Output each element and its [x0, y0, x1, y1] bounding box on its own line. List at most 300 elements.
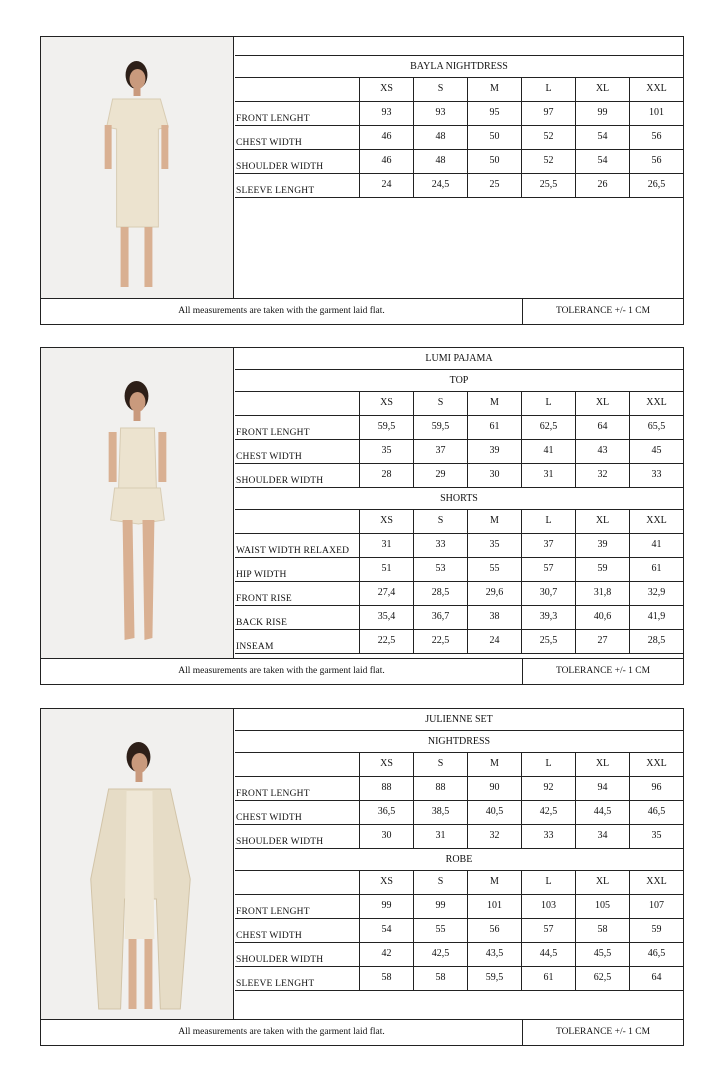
measurement-value: 36,7 — [431, 611, 450, 622]
measurement-value-cell — [521, 801, 575, 824]
measurement-value-cell — [413, 558, 467, 581]
measurement-label: SLEEVE LENGHT — [236, 186, 315, 196]
measurement-value-cell — [413, 825, 467, 848]
measurement-value: 41,9 — [647, 611, 666, 622]
measurement-row — [235, 416, 683, 440]
section-title: ROBE — [445, 854, 473, 865]
measurement-value: 27,4 — [377, 587, 396, 598]
size-label: M — [490, 758, 499, 769]
measurement-value-cell — [575, 943, 629, 966]
measurement-label: FRONT RISE — [236, 594, 292, 604]
measurement-note: All measurements are taken with the garment laid flat. — [178, 666, 385, 676]
section-title: TOP — [449, 375, 469, 386]
measurement-value: 33 — [435, 539, 446, 550]
measurement-value: 24 — [489, 635, 500, 646]
measurement-value: 59 — [651, 924, 662, 935]
measurement-value: 56 — [651, 155, 662, 166]
measurement-label: FRONT LENGHT — [236, 114, 310, 124]
measurement-value-cell — [467, 126, 521, 149]
measurement-label: CHEST WIDTH — [236, 452, 302, 462]
product-photo-julienne — [41, 709, 234, 1020]
measurement-label: SHOULDER WIDTH — [236, 476, 324, 486]
size-label: S — [437, 876, 444, 887]
measurement-value-cell — [521, 895, 575, 918]
measurement-row — [235, 943, 683, 967]
table-footer — [41, 1019, 683, 1045]
measurement-value: 92 — [543, 782, 554, 793]
measurement-value: 64 — [651, 972, 662, 983]
measurement-value: 51 — [381, 563, 392, 574]
measurement-value: 50 — [489, 131, 500, 142]
measurement-value: 59,5 — [485, 972, 504, 983]
measurement-value: 22,5 — [377, 635, 396, 646]
measurement-value-cell — [629, 440, 683, 463]
section-title: NIGHTDRESS — [427, 736, 491, 747]
section-title-row — [235, 370, 683, 392]
measurement-value: 45,5 — [593, 948, 612, 959]
measurement-value: 61 — [543, 972, 554, 983]
measurement-label: CHEST WIDTH — [236, 931, 302, 941]
measurement-value: 54 — [597, 131, 608, 142]
measurement-value-cell — [629, 416, 683, 439]
measurement-value-cell — [575, 150, 629, 173]
size-label: XL — [595, 515, 610, 526]
measurement-value-cell — [413, 919, 467, 942]
measurement-value: 59 — [597, 563, 608, 574]
measurement-note: All measurements are taken with the garment laid flat. — [178, 1027, 385, 1037]
measurement-value: 88 — [435, 782, 446, 793]
size-label: XL — [595, 758, 610, 769]
size-header-row — [235, 392, 683, 416]
measurement-value-cell — [467, 582, 521, 605]
measurement-value: 32,9 — [647, 587, 666, 598]
size-header-cell — [575, 510, 629, 533]
measurement-value: 62,5 — [539, 421, 558, 432]
measurement-value: 39 — [597, 539, 608, 550]
size-header-cell — [521, 871, 575, 894]
measurement-value: 40,6 — [593, 611, 612, 622]
measurement-value-cell — [413, 174, 467, 197]
measurement-value-cell — [359, 464, 413, 487]
measurement-value-cell — [467, 440, 521, 463]
measurement-value: 30 — [489, 469, 500, 480]
measurement-value-cell — [521, 777, 575, 800]
table-lumi — [235, 348, 683, 659]
measurement-value: 44,5 — [593, 806, 612, 817]
measurement-value: 58 — [381, 972, 392, 983]
size-header-cell — [467, 871, 521, 894]
measurement-value: 54 — [381, 924, 392, 935]
size-label: XS — [380, 83, 393, 94]
measurement-label: SHOULDER WIDTH — [236, 162, 324, 172]
measurement-value: 29,6 — [485, 587, 504, 598]
size-header-cell — [629, 392, 683, 415]
size-label: S — [437, 758, 444, 769]
measurement-value-cell — [359, 126, 413, 149]
measurement-label: HIP WIDTH — [236, 570, 287, 580]
measurement-value-cell — [413, 464, 467, 487]
measurement-value-cell — [413, 534, 467, 557]
measurement-value: 26,5 — [647, 179, 666, 190]
measurement-value-cell — [521, 582, 575, 605]
size-label: XXL — [646, 397, 667, 408]
size-header-row — [235, 78, 683, 102]
measurement-value: 61 — [651, 563, 662, 574]
measurement-value: 37 — [543, 539, 554, 550]
measurement-value-cell — [413, 150, 467, 173]
measurement-value: 46 — [381, 155, 392, 166]
measurement-value-cell — [359, 630, 413, 653]
measurement-value: 30,7 — [539, 587, 558, 598]
measurement-row — [235, 464, 683, 488]
size-label: XS — [380, 397, 393, 408]
measurement-value-cell — [413, 440, 467, 463]
measurement-value: 31 — [381, 539, 392, 550]
measurement-value-cell — [467, 606, 521, 629]
measurement-value-cell — [575, 801, 629, 824]
measurement-value-cell — [359, 606, 413, 629]
measurement-value: 39,3 — [539, 611, 558, 622]
measurement-value-cell — [575, 416, 629, 439]
measurement-value-cell — [575, 825, 629, 848]
measurement-value: 40,5 — [485, 806, 504, 817]
size-header-cell — [629, 753, 683, 776]
measurement-value-cell — [359, 534, 413, 557]
measurement-row — [235, 777, 683, 801]
measurement-value: 38 — [489, 611, 500, 622]
size-header-cell — [359, 871, 413, 894]
size-header-cell — [629, 510, 683, 533]
measurement-value: 33 — [543, 830, 554, 841]
size-label: XXL — [646, 515, 667, 526]
size-label: XS — [380, 758, 393, 769]
measurement-value: 30 — [381, 830, 392, 841]
measurement-label: WAIST WIDTH RELAXED — [236, 546, 350, 556]
tolerance-note: TOLERANCE +/- 1 CM — [522, 1020, 683, 1045]
size-chart-julienne — [40, 708, 684, 1046]
measurement-value-cell — [629, 102, 683, 125]
measurement-label: FRONT LENGHT — [236, 789, 310, 799]
measurement-value-cell — [629, 777, 683, 800]
measurement-value: 36,5 — [377, 806, 396, 817]
measurement-value-cell — [413, 582, 467, 605]
measurement-value: 24,5 — [431, 179, 450, 190]
measurement-value-cell — [467, 150, 521, 173]
measurement-value: 101 — [649, 107, 664, 118]
measurement-value: 48 — [435, 131, 446, 142]
size-header-row — [235, 510, 683, 534]
measurement-value-cell — [413, 630, 467, 653]
size-label: S — [437, 397, 444, 408]
measurement-value: 46,5 — [647, 948, 666, 959]
measurement-value-cell — [359, 801, 413, 824]
measurement-value: 27 — [597, 635, 608, 646]
measurement-value: 46,5 — [647, 806, 666, 817]
measurement-value: 43,5 — [485, 948, 504, 959]
measurement-value: 58 — [597, 924, 608, 935]
size-header-row — [235, 753, 683, 777]
measurement-value: 103 — [541, 900, 556, 911]
measurement-label: BACK RISE — [236, 618, 288, 628]
measurement-value-cell — [467, 967, 521, 990]
measurement-value-cell — [359, 102, 413, 125]
measurement-value-cell — [629, 150, 683, 173]
size-label: L — [545, 876, 552, 887]
blank-row — [235, 37, 683, 56]
measurement-value-cell — [575, 464, 629, 487]
measurement-label: SLEEVE LENGHT — [236, 979, 315, 989]
measurement-value-cell — [359, 967, 413, 990]
measurement-row — [235, 174, 683, 198]
measurement-value: 26 — [597, 179, 608, 190]
size-header-cell — [575, 871, 629, 894]
measurement-value-cell — [575, 777, 629, 800]
size-label: XXL — [646, 83, 667, 94]
measurement-value-cell — [359, 777, 413, 800]
measurement-value-cell — [359, 416, 413, 439]
table-footer — [41, 658, 683, 684]
size-label: XS — [380, 515, 393, 526]
measurement-row — [235, 150, 683, 174]
measurement-value-cell — [629, 534, 683, 557]
measurement-value-cell — [359, 825, 413, 848]
measurement-value: 97 — [543, 107, 554, 118]
measurement-value: 32 — [489, 830, 500, 841]
size-header-cell — [575, 78, 629, 101]
table-footer — [41, 298, 683, 324]
measurement-value-cell — [467, 777, 521, 800]
measurement-value-cell — [359, 558, 413, 581]
measurement-row — [235, 630, 683, 654]
measurement-value: 37 — [435, 445, 446, 456]
measurement-value-cell — [629, 943, 683, 966]
measurement-value: 50 — [489, 155, 500, 166]
size-label: XL — [595, 397, 610, 408]
measurement-value-cell — [629, 606, 683, 629]
measurement-value: 61 — [489, 421, 500, 432]
size-header-cell — [521, 753, 575, 776]
measurement-value-cell — [575, 174, 629, 197]
measurement-value: 52 — [543, 131, 554, 142]
measurement-value-cell — [467, 174, 521, 197]
measurement-value-cell — [521, 606, 575, 629]
measurement-value-cell — [521, 440, 575, 463]
measurement-value-cell — [521, 102, 575, 125]
measurement-value-cell — [413, 777, 467, 800]
measurement-row — [235, 825, 683, 849]
measurement-value-cell — [413, 943, 467, 966]
measurement-value: 35 — [651, 830, 662, 841]
measurement-value: 39 — [489, 445, 500, 456]
measurement-value: 56 — [489, 924, 500, 935]
measurement-value-cell — [467, 464, 521, 487]
measurement-value: 42,5 — [431, 948, 450, 959]
size-chart-lumi — [40, 347, 684, 685]
measurement-value: 42,5 — [539, 806, 558, 817]
size-header-cell — [413, 871, 467, 894]
measurement-value: 90 — [489, 782, 500, 793]
measurement-value: 64 — [597, 421, 608, 432]
measurement-value-cell — [521, 825, 575, 848]
size-header-cell — [521, 78, 575, 101]
measurement-value: 35 — [381, 445, 392, 456]
section-title-row — [235, 488, 683, 510]
measurement-value-cell — [629, 825, 683, 848]
size-label: M — [490, 876, 499, 887]
measurement-row — [235, 606, 683, 630]
measurement-value: 31 — [435, 830, 446, 841]
size-header-cell — [413, 753, 467, 776]
measurement-value: 62,5 — [593, 972, 612, 983]
measurement-value: 54 — [597, 155, 608, 166]
measurement-label: SHOULDER WIDTH — [236, 837, 324, 847]
size-header-cell — [467, 392, 521, 415]
section-title: SHORTS — [440, 493, 478, 504]
measurement-label: FRONT LENGHT — [236, 428, 310, 438]
product-title: LUMI PAJAMA — [425, 353, 493, 364]
measurement-value: 38,5 — [431, 806, 450, 817]
measurement-value-cell — [629, 630, 683, 653]
measurement-value: 28,5 — [431, 587, 450, 598]
size-header-cell — [575, 753, 629, 776]
size-header-cell — [359, 510, 413, 533]
measurement-value-cell — [629, 126, 683, 149]
measurement-value: 25,5 — [539, 179, 558, 190]
measurement-value: 48 — [435, 155, 446, 166]
measurement-value-cell — [413, 895, 467, 918]
size-label: XL — [595, 876, 610, 887]
measurement-value-cell — [575, 919, 629, 942]
measurement-value-cell — [575, 630, 629, 653]
measurement-value: 105 — [595, 900, 610, 911]
measurement-value: 57 — [543, 563, 554, 574]
measurement-value: 46 — [381, 131, 392, 142]
size-header-cell — [467, 78, 521, 101]
measurement-value: 94 — [597, 782, 608, 793]
measurement-value-cell — [629, 967, 683, 990]
size-header-cell — [413, 392, 467, 415]
measurement-value-cell — [575, 606, 629, 629]
measurement-value-cell — [521, 558, 575, 581]
size-label: S — [437, 515, 444, 526]
size-label: M — [490, 397, 499, 408]
measurement-value-cell — [413, 416, 467, 439]
measurement-value-cell — [359, 943, 413, 966]
measurement-value-cell — [521, 126, 575, 149]
product-photo-lumi — [41, 348, 234, 659]
tolerance-note: TOLERANCE +/- 1 CM — [522, 659, 683, 684]
measurement-value-cell — [521, 464, 575, 487]
product-title: BAYLA NIGHTDRESS — [410, 61, 508, 72]
size-label: L — [545, 397, 552, 408]
measurement-value-cell — [521, 967, 575, 990]
measurement-value: 65,5 — [647, 421, 666, 432]
size-header-cell — [575, 392, 629, 415]
measurement-value-cell — [521, 943, 575, 966]
product-photo-bayla — [41, 37, 234, 299]
size-header-cell — [359, 78, 413, 101]
measurement-value-cell — [521, 150, 575, 173]
measurement-value-cell — [575, 967, 629, 990]
measurement-value: 25,5 — [539, 635, 558, 646]
measurement-value-cell — [629, 919, 683, 942]
product-title-row — [235, 56, 683, 78]
measurement-row — [235, 126, 683, 150]
measurement-value-cell — [575, 895, 629, 918]
measurement-value: 52 — [543, 155, 554, 166]
measurement-label: FRONT LENGHT — [236, 907, 310, 917]
measurement-value: 59,5 — [377, 421, 396, 432]
measurement-value: 28,5 — [647, 635, 666, 646]
measurement-value: 33 — [651, 469, 662, 480]
product-title-row — [235, 709, 683, 731]
size-header-cell — [359, 392, 413, 415]
size-label: S — [437, 83, 444, 94]
size-label: L — [545, 83, 552, 94]
measurement-value-cell — [413, 102, 467, 125]
size-label: XXL — [646, 758, 667, 769]
measurement-value-cell — [629, 895, 683, 918]
measurement-value: 53 — [435, 563, 446, 574]
measurement-value-cell — [629, 801, 683, 824]
measurement-value-cell — [359, 150, 413, 173]
measurement-value-cell — [629, 582, 683, 605]
measurement-value-cell — [629, 174, 683, 197]
measurement-value: 55 — [489, 563, 500, 574]
size-header-cell — [629, 871, 683, 894]
measurement-row — [235, 919, 683, 943]
measurement-value-cell — [467, 943, 521, 966]
measurement-value-cell — [467, 102, 521, 125]
measurement-value: 101 — [487, 900, 502, 911]
measurement-value-cell — [413, 606, 467, 629]
measurement-value-cell — [521, 416, 575, 439]
size-label: L — [545, 758, 552, 769]
size-header-cell — [413, 78, 467, 101]
measurement-value-cell — [467, 416, 521, 439]
measurement-value: 45 — [651, 445, 662, 456]
measurement-row — [235, 102, 683, 126]
measurement-value-cell — [521, 534, 575, 557]
measurement-value-cell — [467, 919, 521, 942]
size-label: M — [490, 515, 499, 526]
measurement-value-cell — [575, 582, 629, 605]
measurement-value-cell — [359, 895, 413, 918]
measurement-value-cell — [467, 630, 521, 653]
measurement-value: 95 — [489, 107, 500, 118]
measurement-value: 93 — [381, 107, 392, 118]
size-label: L — [545, 515, 552, 526]
measurement-row — [235, 801, 683, 825]
measurement-value-cell — [575, 558, 629, 581]
measurement-value-cell — [575, 102, 629, 125]
measurement-row — [235, 967, 683, 991]
size-header-cell — [467, 510, 521, 533]
table-julienne — [235, 709, 683, 1020]
measurement-value: 28 — [381, 469, 392, 480]
measurement-value: 34 — [597, 830, 608, 841]
size-header-cell — [521, 392, 575, 415]
measurement-value-cell — [467, 534, 521, 557]
size-label: XXL — [646, 876, 667, 887]
measurement-label: CHEST WIDTH — [236, 138, 302, 148]
measurement-label: INSEAM — [236, 642, 274, 652]
section-title-row — [235, 849, 683, 871]
size-chart-bayla — [40, 36, 684, 325]
measurement-value-cell — [359, 582, 413, 605]
measurement-value-cell — [413, 967, 467, 990]
measurement-value: 31,8 — [593, 587, 612, 598]
